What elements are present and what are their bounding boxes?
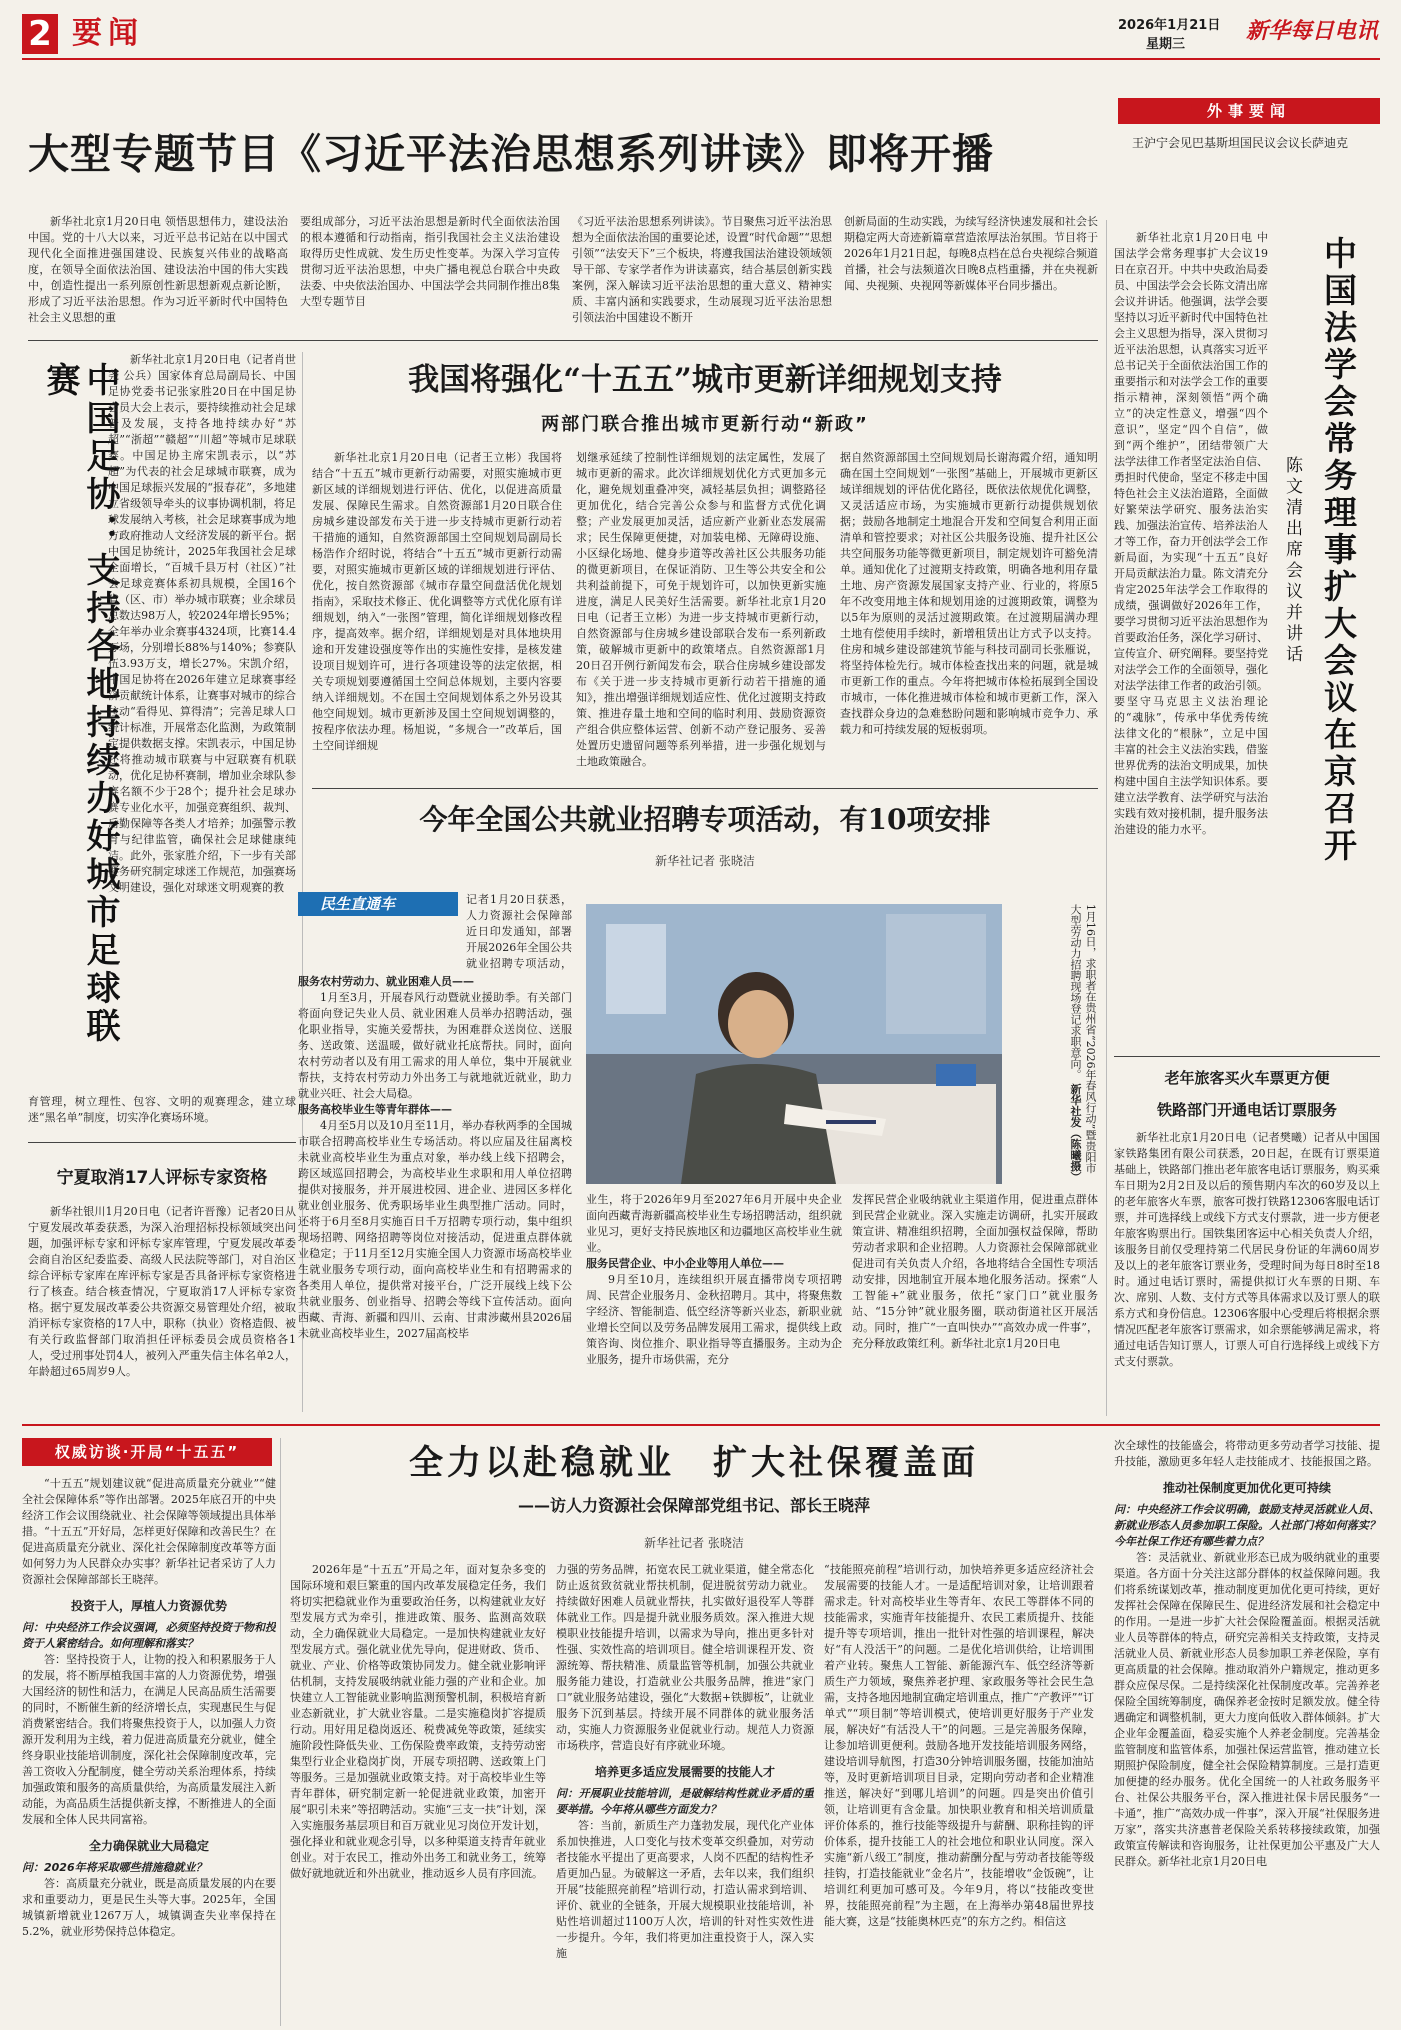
interview-banner: 权威访谈·开局“十五五”	[22, 1438, 272, 1466]
interview-subtitle: ——访人力资源社会保障部党组书记、部长王晓萍	[517, 1496, 870, 1515]
urban-col-2: 划继承延续了控制性详细规划的法定属性，发展了城市更新的需求。此次详细规划优化方式更加多元化，避免规划重叠冲突，减轻基层负担；调整路径更加优化，结合完善公众参与和监督方式优化调整；产业发展更加灵活，适应新产业新业态发展需求；民生保障更便捷，对加装电梯、无障碍设施、小区绿化场地、健身步道等改善社区公共服务功能的微更新项目，在保证消防、卫生等公共安全和公共利益前提下，可免于规划许可，以加快更新实施进度，满足人民美好生活需要。新华社北京1月20日电（记者王立彬）为进一步支持城市更新行动，自然资源部与住房城乡建设部联合发布一系列新政策，破解城市更新中的政策堵点。自然资源部1月20日召开例行新闻发布会，联合住房城乡建设部发布《关于进一步支持城市更新行动若干措施的通知》，推出增强详细规划适应性、优化过渡期支持政策、推进存量土地和空间的临时利用、鼓励资源资产组合供应整体运营、创新不动产登记服务、妥善处置历史遗留问题等系列举措，进一步强化规划与土地政策融合。	[576, 451, 826, 768]
interview-divider	[280, 1438, 281, 2026]
job-fair-photo-illustration	[586, 904, 1002, 1184]
livelihood-badge-label: 民生直通车	[320, 895, 396, 913]
football-vertical-title: 中国足协：支持各地持续办好城市足球联赛	[40, 362, 120, 1046]
employment-col-1-lead: 记者1月20日获悉，人力资源社会保障部近日印发通知，部署开展2026年全国公共就业招聘专项活动，	[466, 893, 572, 970]
job-fair-photo	[586, 904, 1002, 1184]
lead-col-3: 《习近平法治思想系列讲读》。节目聚焦习近平法治思想为全面依法治国的重要论述，设置“时代命题”“思想引领”“法安天下”三个板块，将遵我国法治建设领域领导干部、专家学者作为讲读嘉宾，结合基层创新实践案例，深入解读习近平法治思想的重大意义、精神实质、丰富内涵和实践要求，生动展现习近平法治思想引领法治中国建设不断开	[572, 215, 832, 324]
interview-question-c: 问：开展职业技能培训，是破解结构性就业矛盾的重要举措。今年将从哪些方面发力？	[556, 1787, 814, 1816]
urban-col-3: 据自然资源部国土空间规划局长谢海霞介绍，通知明确在国土空间规划“一张图”基础上，开展城市更新区域详细规划的评估优化路径，既依法依规优化调整，又灵活适应市场，为实施城市更新行动提供规划依据；鼓励各地制定土地混合开发和空间复合利用正面清单和管控要求；对社区公共服务设施、提升社区公共空间服务功能等微更新项目，制定规划许可豁免清单。通知优化了过渡期支持政策，明确各地利用存量土地、房产资源发展国家支持产业、行业的，将原5年不改变用地主体和规划用途的过渡期政策，调整为以5年为原则的灵活过渡期政策。在过渡期届满办理土地有偿使用手续时，新增租赁出让方式予以支持。住房和城乡建设部建筑节能与科技司副司长张雁说，将坚持体检先行。城市体检查找出来的问题，就是城市更新工作的重点。今年将把城市体检拓展到全国设市城市，一体化推进城市体检和城市更新工作，深入查找群众身边的急难愁盼问题和影响城市竞争力、承载力和可持续发展的短板弱项。	[840, 451, 1098, 736]
employment-col-2-top: 业生，将于2026年9月至2027年6月开展中央企业面向西藏青海新疆高校毕业生专场招聘活动，组织就业见习，更好支持民族地区和边疆地区高校毕业生就业。	[586, 1193, 842, 1254]
football-bottom-rule	[28, 1142, 296, 1143]
interview-answer-a: 答：坚持投资于人，让物的投入和积累服务于人的发展，将不断厚植我国丰富的人力资源优势，增强大国经济的韧性和活力，在满足人民高品质生活需要的同时，不断催生新的经济增长点，实现惠民生与促消费紧密结合。我们将聚焦投资于人，以加强人力资源开发利用为主线，着力促进高质量充分就业，健全终身职业技能培训制度，深化社会保障制度改革，完善工资收入分配制度，健全劳动关系治理体系，持续加强政策和服务的高质量供给，为高质量发展注入新动能，为高品质生活提供新支撑，不断推进人的全面发展和全体人民共同富裕。	[22, 1653, 276, 1826]
brand-logo: 新华每日电讯	[1246, 18, 1379, 44]
interview-answer-b: 答：高质量充分就业，既是高质量发展的内在要求和重要动力，更是民生头等大事。2025年，全国城镇新增就业1267万人，城镇调查失业率保持在5.2%，就业形势保持总体稳定。	[22, 1877, 276, 1938]
issue-weekday: 星期三	[1146, 37, 1186, 52]
livelihood-badge	[298, 892, 458, 916]
page-number: 2	[22, 14, 58, 54]
law-society-bottom-rule	[1114, 1056, 1380, 1057]
lead-col-2: 要组成部分，习近平法治思想是新时代全面依法治国的根本遵循和行动指南，指引我国社会主义法治建设取得历史性成就、发生历史性变革。为深入学习宣传贯彻习近平法治思想，中央广播电视总台联合中央政法委、中央依法治国办、中国法学会共同制作推出8集大型专题节目	[300, 215, 560, 308]
rail-headline: 老年旅客买火车票更方便	[1164, 1069, 1330, 1087]
law-society-vertical-title: 中国法学会常务理事扩大会议在京召开	[1319, 236, 1358, 865]
interview-headline: 全力以赴稳就业 扩大社保覆盖面	[409, 1443, 979, 1483]
urban-subtitle: 两部门联合推出城市更新行动“新政”	[541, 414, 869, 435]
foreign-affairs-box	[1118, 98, 1380, 182]
photo-credit: 新华社发（陈曦摄）	[1069, 1083, 1082, 1183]
foreign-affairs-item: 王沪宁会见巴基斯坦国民议会议长萨迪克	[1132, 136, 1349, 150]
employment-col-3: 发挥民营企业吸纳就业主渠道作用，促进重点群体到民营企业就业。深入实施走访调研，扎实开展政策宣讲、精准组织招聘，全面加强权益保障，帮助劳动者求职和企业招聘。人力资源社会保障部就业促进司有关负责人介绍，各地将结合全国性专项活动安排，因地制宜开展本地化服务活动。探索“人工智能+”就业服务，依托“家门口”就业服务站、“15分钟”就业服务圈，联动街道社区开展活动。同时，推广“一直叫快办”“高效办成一件事”，充分释放政策红利。新华社北京1月20日电	[852, 1193, 1098, 1350]
lead-col-1: 新华社北京1月20日电 领悟思想伟力，建设法治中国。党的十八大以来，习近平总书记站在以中国式现代化全面推进强国建设、民族复兴伟业的战略高度，在领导全面依法治国、建设法治中国的伟大实践中，创造性提出一系列原创性新思想新观点新论断，形成了习近平法治思想。作为习近平新时代中国特色社会主义思想的重	[28, 215, 288, 324]
rail-subtitle: 铁路部门开通电话订票服务	[1156, 1101, 1337, 1119]
urban-bottom-rule	[312, 788, 1098, 789]
urban-headline: 我国将强化“十五五”城市更新详细规划支持	[408, 362, 1002, 398]
lead-bottom-rule	[28, 340, 1098, 341]
issue-date: 2026年1月21日	[1118, 18, 1221, 33]
lower-section-rule	[22, 1424, 1380, 1426]
photo-caption	[1010, 904, 1098, 1184]
interview-intro: “十五五”规划建议就“促进高质量充分就业”“健全社会保障体系”等作出部署。2025年底召开的中央经济工作会议围绕就业、社会保障等领域提出具体举措。“十五五”开好局，怎样更好保障和改善民生？在促进高质量充分就业、深化社会保障制度改革等方面如何努力为人民群众办实事？新华社记者采访了人力资源社会保障部部长王晓萍。	[22, 1477, 276, 1586]
employment-col-1	[298, 974, 572, 1416]
masthead	[0, 0, 1401, 58]
interview-subhead-b: 全力确保就业大局稳定	[88, 1839, 209, 1853]
lead-headline: 大型专题节目《习近平法治思想系列讲读》即将开播	[28, 130, 994, 178]
employment-col-2	[586, 1192, 842, 1416]
section-name: 要闻	[72, 16, 144, 51]
ningxia-headline: 宁夏取消17人评标专家资格	[56, 1168, 268, 1188]
employment-byline: 新华社记者 张晓洁	[655, 854, 755, 868]
interview-subhead-c: 培养更多适应发展需要的技能人才	[594, 1765, 775, 1779]
interview-col-4: “技能照亮前程”培训行动，加快培养更多适应经济社会发展需要的技能人才。一是适配培训对象，让培训跟着需求走。针对高校毕业生等青年、农民工等群体不同的技能需求，实施青年技能提升、农民工素质提升、技能提升等专项培训，推出一批针对性强的培训课程，解决好“有人没活干”的问题。二是优化培训供给，让培训围着产业转。聚焦人工智能、新能源汽车、低空经济等新质生产力领域，聚焦养老护理、家政服务等社会民生急需，支持各地因地制宜确定培训重点，推广“产教评”“订单式”“项目制”等培训模式，使培训更好服务于产业发展，解决好“有活没人干”的问题。三是完善服务保障，让参加培训更便利。鼓励各地开发技能培训服务网络，建设培训导航图，打造30分钟培训服务圈，技能加油站等，及时更新培训项目目录，定期向劳动者和企业精准推送，解决好“到哪儿培训”的问题。四是突出价值引领，让培训更有含金量。加快职业教育和相关培训质量评价体系的，推行技能等级提升与薪酬、职称挂钩的评价体系，提升技能工人的社会地位和职业认同度。深入实施“新八级工”制度，推动薪酬分配与劳动者技能等级挂钩，打造技能就业“金名片”，技能增收“金饭碗”，让培训红利更加可感可及。今年9月，将以“技能改变世界，技能照亮前程”为主题，在上海举办第48届世界技能大赛，这是“技能奥林匹克”的东方之约。相信这	[824, 1563, 1094, 1928]
employment-subhead-3: 服务民营企业、中小企业等用人单位——	[586, 1257, 784, 1270]
interview-subhead-a: 投资于人，厚植人力资源优势	[70, 1599, 227, 1613]
interview-subhead-d: 推动社保制度更加优化更可持续	[1162, 1481, 1331, 1495]
lead-col-4: 创新局面的生动实践，为续写经济快速发展和社会长期稳定两大奇迹新篇章营造浓厚法治氛围。节目将于2026年1月21日起，每晚8点档在总台央视综合频道首播，社会与法频道次日晚8点档重播，并在央视新闻、央视频、央视网等新媒体平台同步播出。	[844, 215, 1098, 292]
employment-subhead-1: 服务农村劳动力、就业困难人员——	[298, 975, 474, 988]
football-text-tail: 育管理，树立理性、包容、文明的观赛理念，建立球迷“黑名单”制度，切实净化赛场环境。	[28, 1095, 296, 1124]
interview-answer-c: 答：当前，新质生产力蓬勃发展，现代化产业体系加快推进，人口变化与技术变革交织叠加，对劳动者技能水平提出了更高要求，人岗不匹配的结构性矛盾更加凸显。为破解这一矛盾，去年以来，我们组织开展“技能照亮前程”培训行动，打造认需求到培训、评价、就业的全链条，开展大规模职业技能培训，补贴性培训超过1100万人次，培训的针对性实效性进一步提升。今年，我们将更加注重投资于人，深入实施	[556, 1819, 814, 1960]
interview-answer-d: 答：灵活就业、新就业形态已成为吸纳就业的重要渠道。各方面十分关注这部分群体的权益保障问题。我们将系统谋划改革，推动制度更加优化更可持续，更好发挥社会保障在保障民生、促进经济发展和社会稳定中的作用。一是进一步扩大社会保险覆盖面。根据灵活就业人员等群体的特点，研究完善相关支持政策，支持灵活就业人员、新就业形态人员参加职工养老保险，享有更高质量的社会保障。推动取消外户籍规定，推动更多群众应保尽保。二是持续深化社保制度改革。完善养老保险全国统筹制度，确保养老金按时足额发放。健全待遇确定和调整机制，更大力度向低收入群体倾斜。扩大企业年金覆盖面，稳妥实施个人养老金制度。完善基金监管制度和监管体系，加强社保运营监管，推动建立长期照护保险制度，健全社会保险精算制度。三是打造更加便捷的经办服务。优化全国统一的人社政务服务平台、社保公共服务平台，深入推进社保卡居民服务“一卡通”，推广“高效办成一件事”，深入开展“社保服务进万家”，落实共济惠普老保险关系转移接续政策，加强政策宣传解读和咨询服务，让社保更加公平惠及广大人民群众。新华社北京1月20日电	[1114, 1551, 1380, 1868]
employment-para-1: 1月至3月，开展春风行动暨就业援助季。有关部门将面向登记失业人员、就业困难人员举办招聘活动，强化职业指导，实施关爱帮扶，为困难群众送岗位、送服务、送政策、送温暖，做好就业托底帮扶。同时，面向农村劳动者以及有用工需求的用人单位，集中开展就业帮扶，支持农村劳动力外出务工与就地就近就业，助力就业兴旺、社会大局稳。	[298, 991, 572, 1100]
interview-col-5-top: 次全球性的技能盛会，将带动更多劳动者学习技能、提升技能，激励更多年轻人走技能成才、技能报国之路。	[1114, 1439, 1380, 1468]
employment-headline: 今年全国公共就业招聘专项活动，有10项安排	[419, 803, 991, 836]
rail-text: 新华社北京1月20日电（记者樊曦）记者从中国国家铁路集团有限公司获悉，20日起，在既有订票渠道基础上，铁路部门推出老年旅客电话订票服务，购买乘车日期为2月2日及以后的预售期内车次的60岁及以上的老年旅客火车票，旅客可拨打铁路12306客服电话订票，并可选择线上或线下方式支付票款，进一步方便老年旅客购票出行。国铁集团客运中心相关负责人介绍，该服务目前仅受理持第二代居民身份证的年满60周岁及以上的老年旅客订票业务，受理时间为每日8时至18时。通过电话订票时，需提供拟订火车票的日期、车次、席别、人数、支付方式等具体需求以及订票人的联系方式和身份信息。12306客服中心受理后将根据余票情况匹配老年旅客订票需求，如余票能够满足需求，将通过电话告知订票人，订票人可自行选择线上或线下方式支付票款。	[1114, 1131, 1380, 1368]
football-text: 新华社北京1月20日电（记者肖世尧 公兵）国家体育总局副局长、中国足协党委书记张家胜20日在中国足协会员大会上表示，要持续推动社会足球普及发展，支持各地持续办好“苏超”“浙超”“赣超”“川超”等城市足球联赛。中国足协主席宋凯表示，以“苏超”为代表的社会足球城市联赛，成为中国足球振兴发展的“报春花”，多地建立省级领导牵头的议事协调机制，将足球发展纳入考核，社会足球赛事成为地方政府推动人文经济发展的新平台。据中国足协统计，2025年我国社会足球全面增长，“百城千县万村（社区）”社会足球竞赛体系初具规模，全国16个省（区、市）举办城市联赛；业余球员总数达98万人，较2024年增长95%；全年举办业余赛事4324项，比赛14.4万场，分别增长88%与140%；参赛队伍3.93万支，增长27%。宋凯介绍，中国足协将在2026年建立足球赛事经济贡献统计体系，让赛事对城市的综合拉动“看得见、算得清”；完善足球人口统计标准，开展常态化监测，为政策制定提供数据支撑。宋凯表示，中国足协还将推动城市联赛与中冠联赛有机联动，优化足协杯赛制，增加业余球队参赛名额不少于28个；提升社会足球办赛专业化水平，加强竞赛组织、裁判、后勤保障等各类人才培养；加强警示教育与纪律监管，确保社会足球健康纯洁。此外，张家胜介绍，下一步有关部要务研究制定球迷工作规范，加强赛场文明建设，强化对球迷文明观赛的教	[108, 353, 296, 894]
interview-question-d: 问：中央经济工作会议明确，鼓励支持灵活就业人员、新就业形态人员参加职工保险。人社部门将如何落实？今年社保工作还有哪些着力点？	[1114, 1503, 1380, 1548]
interview-col-1	[22, 1476, 276, 2026]
masthead-rule	[22, 58, 1380, 60]
interview-col-5	[1114, 1438, 1380, 2026]
law-society-vertical-subtitle: 陈文清出席会议并讲话	[1282, 456, 1302, 666]
interview-question-a: 问：中央经济工作会议强调，必须坚持投资于物和投资于人紧密结合。如何理解和落实？	[22, 1621, 276, 1650]
column-divider-right	[1106, 220, 1107, 1416]
interview-col-3-top: 力强的劳务品牌，拓宽农民工就业渠道，健全常态化防止返贫致贫就业帮扶机制，促进脱贫劳动力就业。持续做好困难人员就业帮扶，扎实做好退役军人等群体就业工作。四是提升就业服务质效。深入推进大规模职业技能提升培训，以需求为导向，推出更多针对性强、实效性高的培训项目。健全培训课程开发、资源统筹、帮扶精准、质量监管等机制，加强公共就业服务能力建设，打造就业公共服务品牌，推进“家门口”就业服务站建设，强化“大数据+铁脚板”，让就业服务下沉到基层。持续开展不同群体的就业服务活动，实施人力资源服务业促就业行动。规范人力资源市场秩序，营造良好有序就业环境。	[556, 1563, 814, 1752]
interview-col-2: 2026年是“十五五”开局之年，面对复杂多变的国际环境和艰巨繁重的国内改革发展稳定任务，我们将切实把稳就业作为重要政治任务，以构建就业友好型发展方式为牵引，推进政策、服务、监测高效联动，全力确保就业大局稳定。一是加快构建就业友好型发展方式。强化就业优先导向，促进财政、货币、就业、产业、价格等政策协同发力。健全就业影响评估机制，支持发展吸纳就业能力强的产业和企业。加快建立人工智能就业影响监测预警机制，积极培育新业态新就业，扩大就业容量。二是实施稳岗扩容提质行动。用好用足稳岗返还、税费减免等政策，延续实施阶段性降低失业、工伤保险费率政策，支持劳动密集型行业企业稳岗扩岗，开展专项招聘、送政策上门等服务。三是加强就业政策支持。对于高校毕业生等青年群体，研究制定新一轮促进就业政策，加密开展“职引未来”等招聘活动。实施“三支一扶”计划，深入实施服务基层项目和百万就业见习岗位开发计划，强化择业和就业观念引导，以多种渠道支持青年就业创业。对于农民工，推动外出务工和就业务工，统筹做好就地就近和外出就业，推动返乡人员有序回流。	[290, 1563, 546, 1880]
interview-question-b: 问：2026年将采取哪些措施稳就业？	[22, 1861, 207, 1874]
foreign-affairs-title: 外事要闻	[1118, 98, 1380, 124]
employment-para-2: 4月至5月以及10月至11月，举办春秋两季的全国城市联合招聘高校毕业生专场活动。将以应届及往届离校未就业高校毕业生为重点对象，举办线上线下招聘会，跨区域巡回招聘会，为高校毕业生求职和用人单位招聘提供对接服务，并开展进校园、进企业、进园区多样化就业创业服务、优秀职场毕业生典型推广活动。同时，还将于6月至8月实施百日千万招聘专项行动，集中组织现场招聘、网络招聘等岗位对接活动，促进重点群体就业稳定；于11月至12月实施全国人力资源市场高校毕业生就业服务专项行动，面向高校毕业生和有招聘需求的各类用人单位，提供常对接平台，广泛开展线上线下公共就业服务、创业指导、招聘会等线下宣传活动。面向西藏、青海、新疆和四川、云南、甘肃涉藏州县2026届未就业高校毕业生，2027届高校毕	[298, 1119, 572, 1340]
urban-col-1: 新华社北京1月20日电（记者王立彬）我国将结合“十五五”城市更新行动需要，对照实施城市更新区域的详细规划进行评估、优化，以促进高质量发展、保障民生需求。自然资源部1月20日联合住房城乡建设部发布关于进一步支持城市更新行动若干措施的通知，自然资源部国土空间规划局副局长杨浩作介绍时说，将结合“十五五”城市更新行动需要，对照实施城市更新区域的详细规划进行评估、优化，按自然资源部《城市存量空间盘活优化规划指南》，采取技术修正、优化调整等方式优化原有详细规划，纳入“一张图”管理，简化详细规划修改程序，提高效率。据介绍，详细规划是对具体地块用途和开发建设强度等作出的实施性安排，是核发建设项目规划许可，进行各项建设等的法定依据，相关专项规划要遵循国土空间总体规划，主要内容要纳入详细规划。不在国土空间规划体系之外另设其他空间规划。城市更新涉及国土空间规划调整的，按程序依法办理。杨旭说，“多规合一”改革后，国土空间详细规	[312, 451, 562, 752]
employment-para-3: 9月至10月，连续组织开展直播带岗专项招聘周、民营企业服务月、金秋招聘月。其中，将聚焦数字经济、智能制造、低空经济等新兴业态，新职业就业增长空间以及劳务品牌发展用工需求，提供线上政策咨询、岗位推介、职业指导等直播服务。主动为企业服务，提升市场供需，充分	[586, 1273, 842, 1366]
interview-byline: 新华社记者 张晓洁	[644, 1536, 744, 1550]
interview-col-3	[556, 1562, 814, 2026]
employment-subhead-2: 服务高校毕业生等青年群体——	[298, 1103, 452, 1116]
law-society-text: 新华社北京1月20日电 中国法学会常务理事扩大会议19日在京召开。中共中央政治局委员、中国法学会会长陈文清出席会议并讲话。他强调，法学会要坚持以习近平新时代中国特色社会主义思想为指导，深入贯彻习近平法治思想，认真落实习近平总书记关于全面依法治国工作的重要指示和对法学会工作的重要指示精神，深刻领悟“两个确立”的决定性意义，增强“四个意识”，坚定“四个自信”，做到“两个维护”，团结带领广大法学法律工作者坚定法治自信、勇担时代使命，坚定不移走中国特色社会主义法治道路，全面做好繁荣法学研究、服务法治实践、加强法治宣传、培养法治人才等工作，奋力开创法学会工作新局面，为实现“十五五”良好开局贡献法治力量。陈文清充分肯定2025年法学会工作取得的成绩，强调做好2026年工作，要学习贯彻习近平法治思想作为首要政治任务，深化学习研讨、宣传宣介、研究阐释。要坚持党对法学会工作的全面领导，强化对法学法律工作者的政治引领。要坚守马克思主义法治理论的“魂脉”，传承中华优秀传统法律文化的“根脉”，立足中国丰富的社会主义法治实践，借鉴世界优秀的法治文明成果，加快构建中国自主法学知识体系。要建立法学教育、法学研究与法治实践有效对接机制，提升服务法治建设的能力水平。	[1114, 231, 1268, 836]
photo-caption-text: 1月16日，求职者在贵州省“2026年春风行动”暨贵阳市大型劳动力招聘现场登记求职意向。	[1069, 904, 1097, 1174]
ningxia-text: 新华社银川1月20日电（记者许晋豫）记者20日从宁夏发展改革委获悉，为深入治理招标投标领域突出问题，加强评标专家和评标专家库管理，宁夏发展改革委会商自治区纪委监委、高级人民法院等部门，对自治区综合评标专家库在库评标专家是否具备评标专家资格进行了核查。结合核查情况，宁夏取消17人评标专家资格。据宁夏发展改革委公共资源交易管理处介绍，被取消评标专家资格的17人中，职称（执业）资格造假、被有关行政监督部门取消担任评标委员会成员资格各1人，受过刑事处罚4人，被列入严重失信主体名单2人，年龄超过65周岁9人。	[28, 1205, 296, 1378]
